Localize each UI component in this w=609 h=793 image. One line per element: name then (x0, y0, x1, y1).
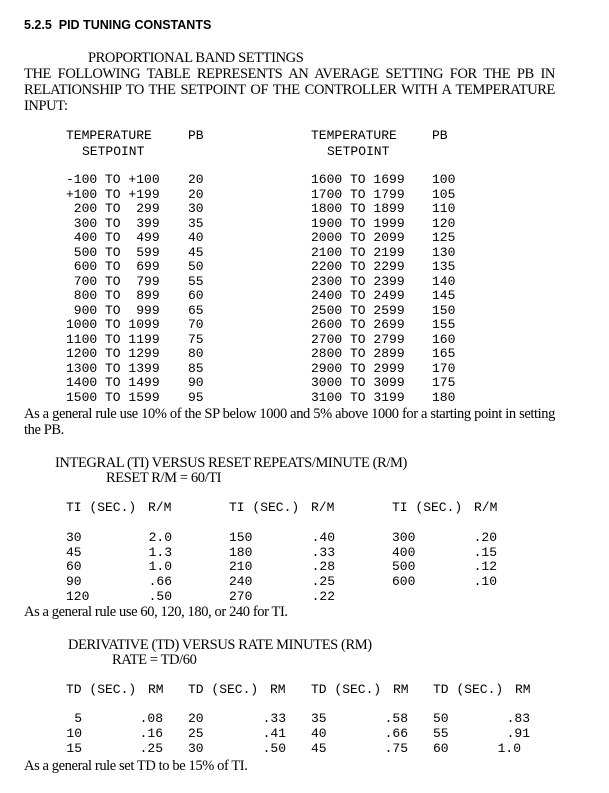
header-td-sec: TD (SEC.) (66, 682, 137, 697)
td-value-cell: 20 (188, 711, 204, 726)
section-heading: 5.2.5 PID TUNING CONSTANTS (24, 18, 212, 32)
setpoint-range-cell: -100 TO +100 (66, 172, 160, 187)
pb-value-cell: 90 (188, 375, 204, 390)
header-setpoint: SETPOINT (82, 144, 145, 159)
td-value-cell: 50 (433, 711, 449, 726)
ti-value-cell: 120 (66, 588, 90, 604)
pb-value-cell: 170 (432, 360, 456, 376)
setpoint-range-cell: 2600 TO 2699 (311, 317, 405, 332)
pb-value-cell: 95 (188, 389, 204, 405)
pb-value-cell: 140 (432, 273, 456, 289)
pb-value-cell: 130 (432, 244, 456, 260)
pb-value-cell: 40 (188, 230, 204, 245)
setpoint-range-cell: 1400 TO 1499 (66, 375, 160, 390)
ti-value-cell: 60 (66, 559, 82, 575)
rm-value-cell: .33 (262, 711, 286, 726)
setpoint-range-cell: 1100 TO 1199 (66, 331, 160, 347)
pb-value-cell: 165 (432, 346, 456, 361)
pb-value-cell: 80 (188, 346, 204, 361)
derivative-rule: As a general rule set TD to be 15% of TI. (24, 758, 248, 774)
ti-value-cell: 270 (229, 588, 253, 604)
pb-value-cell: 55 (188, 273, 204, 289)
setpoint-range-cell: 600 TO 699 (66, 259, 160, 274)
setpoint-range-cell: 3000 TO 3099 (311, 375, 405, 390)
pb-value-cell: 60 (188, 288, 204, 303)
td-value-cell: 5 (74, 711, 82, 726)
pb-value-cell: 180 (432, 389, 456, 405)
header-rm: RM (393, 682, 409, 697)
ti-value-cell: 210 (229, 559, 253, 575)
td-value-cell: 10 (66, 726, 82, 741)
setpoint-range-cell: 2000 TO 2099 (311, 230, 405, 245)
pb-value-cell: 20 (188, 186, 204, 202)
setpoint-range-cell: 1700 TO 1799 (311, 186, 405, 202)
header-td-sec: TD (SEC.) (433, 682, 504, 697)
setpoint-range-cell: +100 TO +199 (66, 186, 160, 202)
rm-value-cell: .15 (473, 544, 497, 560)
ti-value-cell: 300 (392, 530, 416, 545)
pb-value-cell: 105 (432, 186, 456, 202)
header-rm: R/M (474, 500, 498, 515)
rm-value-cell: .66 (148, 574, 172, 590)
rm-value-cell: .75 (384, 741, 408, 756)
rm-value-cell: 1.3 (148, 544, 172, 560)
rm-value-cell: .28 (311, 559, 335, 575)
pb-value-cell: 120 (432, 215, 456, 231)
setpoint-range-cell: 2300 TO 2399 (311, 273, 405, 289)
ti-value-cell: 240 (229, 574, 253, 590)
pb-section-title: PROPORTIONAL BAND SETTINGS (88, 50, 304, 66)
header-setpoint: SETPOINT (327, 144, 390, 159)
setpoint-range-cell: 2900 TO 2999 (311, 360, 405, 376)
rm-value-cell: 1.0 (497, 741, 521, 756)
integral-rule: As a general rule use 60, 120, 180, or 240 for TI. (24, 604, 288, 620)
setpoint-range-cell: 2800 TO 2899 (311, 346, 405, 361)
setpoint-range-cell: 1200 TO 1299 (66, 346, 160, 361)
ti-value-cell: 400 (392, 544, 416, 560)
rm-value-cell: 2.0 (148, 530, 172, 545)
rm-value-cell: .33 (311, 544, 335, 560)
header-rm: RM (515, 682, 531, 697)
ti-value-cell: 600 (392, 574, 416, 590)
setpoint-range-cell: 3100 TO 3199 (311, 389, 405, 405)
td-value-cell: 55 (433, 726, 449, 741)
pb-rule-paragraph: As a general rule use 10% of the SP below 1000 and 5% above 1000 for a starting point in setting the PB. (24, 406, 555, 438)
rm-value-cell: .16 (139, 726, 163, 741)
td-value-cell: 15 (66, 741, 82, 756)
setpoint-range-cell: 1500 TO 1599 (66, 389, 160, 405)
rm-value-cell: .66 (384, 726, 408, 741)
pb-value-cell: 110 (432, 201, 456, 216)
pb-value-cell: 100 (432, 172, 456, 187)
rm-value-cell: .25 (139, 741, 163, 756)
pb-value-cell: 30 (188, 201, 204, 216)
rm-value-cell: 1.0 (148, 559, 172, 575)
header-td-sec: TD (SEC.) (311, 682, 382, 697)
rm-value-cell: .08 (139, 711, 163, 726)
ti-value-cell: 45 (66, 544, 82, 560)
pb-value-cell: 20 (188, 172, 204, 187)
header-td-sec: TD (SEC.) (188, 682, 259, 697)
setpoint-range-cell: 2200 TO 2299 (311, 259, 405, 274)
pb-value-cell: 175 (432, 375, 456, 390)
setpoint-range-cell: 400 TO 499 (66, 230, 160, 245)
rm-value-cell: .50 (262, 741, 286, 756)
header-pb: PB (432, 128, 448, 143)
pb-value-cell: 50 (188, 259, 204, 274)
header-rm: RM (270, 682, 286, 697)
setpoint-range-cell: 900 TO 999 (66, 302, 160, 318)
pb-value-cell: 160 (432, 331, 456, 347)
setpoint-range-cell: 2400 TO 2499 (311, 288, 405, 303)
header-rm: R/M (148, 500, 172, 515)
rm-value-cell: .40 (311, 530, 335, 545)
rm-value-cell: .91 (506, 726, 530, 741)
setpoint-range-cell: 800 TO 899 (66, 288, 160, 303)
rm-value-cell: .83 (506, 711, 530, 726)
td-value-cell: 25 (188, 726, 204, 741)
setpoint-range-cell: 200 TO 299 (66, 201, 160, 216)
setpoint-range-cell: 1600 TO 1699 (311, 172, 405, 187)
td-value-cell: 30 (188, 741, 204, 756)
pb-intro-paragraph: THE FOLLOWING TABLE REPRESENTS AN AVERAGE SETTING FOR THE PB IN RELATIONSHIP TO THE SETPOINT OF THE CONTROLLER WITH A TEMPERATURE INPUT: (24, 66, 555, 114)
ti-value-cell: 90 (66, 574, 82, 590)
pb-value-cell: 35 (188, 215, 204, 231)
pb-value-cell: 135 (432, 259, 456, 274)
header-temperature: TEMPERATURE (311, 128, 397, 143)
rm-value-cell: .10 (473, 574, 497, 590)
setpoint-range-cell: 1000 TO 1099 (66, 317, 160, 332)
header-temperature: TEMPERATURE (66, 128, 152, 143)
rm-value-cell: .12 (473, 559, 497, 575)
header-ti-sec: TI (SEC.) (229, 500, 300, 515)
td-value-cell: 45 (311, 741, 327, 756)
header-pb: PB (188, 128, 204, 143)
setpoint-range-cell: 2700 TO 2799 (311, 331, 405, 347)
integral-section-title: INTEGRAL (TI) VERSUS RESET REPEATS/MINUTE (R/M) (55, 455, 407, 471)
header-rm: R/M (311, 500, 335, 515)
pb-value-cell: 45 (188, 244, 204, 260)
integral-formula: RESET R/M = 60/TI (106, 470, 222, 486)
header-ti-sec: TI (SEC.) (66, 500, 137, 515)
rm-value-cell: .20 (473, 530, 497, 545)
pb-value-cell: 125 (432, 230, 456, 245)
rm-value-cell: .50 (148, 588, 172, 604)
setpoint-range-cell: 500 TO 599 (66, 244, 160, 260)
derivative-section-title: DERIVATIVE (TD) VERSUS RATE MINUTES (RM) (68, 637, 372, 653)
ti-value-cell: 30 (66, 530, 82, 545)
td-value-cell: 40 (311, 726, 327, 741)
setpoint-range-cell: 700 TO 799 (66, 273, 160, 289)
pb-value-cell: 150 (432, 302, 456, 318)
td-value-cell: 60 (433, 741, 449, 756)
setpoint-range-cell: 1300 TO 1399 (66, 360, 160, 376)
ti-value-cell: 180 (229, 544, 253, 560)
ti-value-cell: 150 (229, 530, 253, 545)
setpoint-range-cell: 1800 TO 1899 (311, 201, 405, 216)
setpoint-range-cell: 2500 TO 2599 (311, 302, 405, 318)
header-rm: RM (148, 682, 164, 697)
pb-value-cell: 70 (188, 317, 204, 332)
rm-value-cell: .58 (384, 711, 408, 726)
pb-value-cell: 155 (432, 317, 456, 332)
setpoint-range-cell: 300 TO 399 (66, 215, 160, 231)
pb-value-cell: 65 (188, 302, 204, 318)
rm-value-cell: .25 (311, 574, 335, 590)
header-ti-sec: TI (SEC.) (392, 500, 463, 515)
pb-value-cell: 75 (188, 331, 204, 347)
pb-value-cell: 145 (432, 288, 456, 303)
rm-value-cell: .41 (262, 726, 286, 741)
setpoint-range-cell: 2100 TO 2199 (311, 244, 405, 260)
td-value-cell: 35 (311, 711, 327, 726)
derivative-formula: RATE = TD/60 (112, 652, 197, 668)
ti-value-cell: 500 (392, 559, 416, 575)
pb-value-cell: 85 (188, 360, 204, 376)
rm-value-cell: .22 (311, 588, 335, 604)
setpoint-range-cell: 1900 TO 1999 (311, 215, 405, 231)
